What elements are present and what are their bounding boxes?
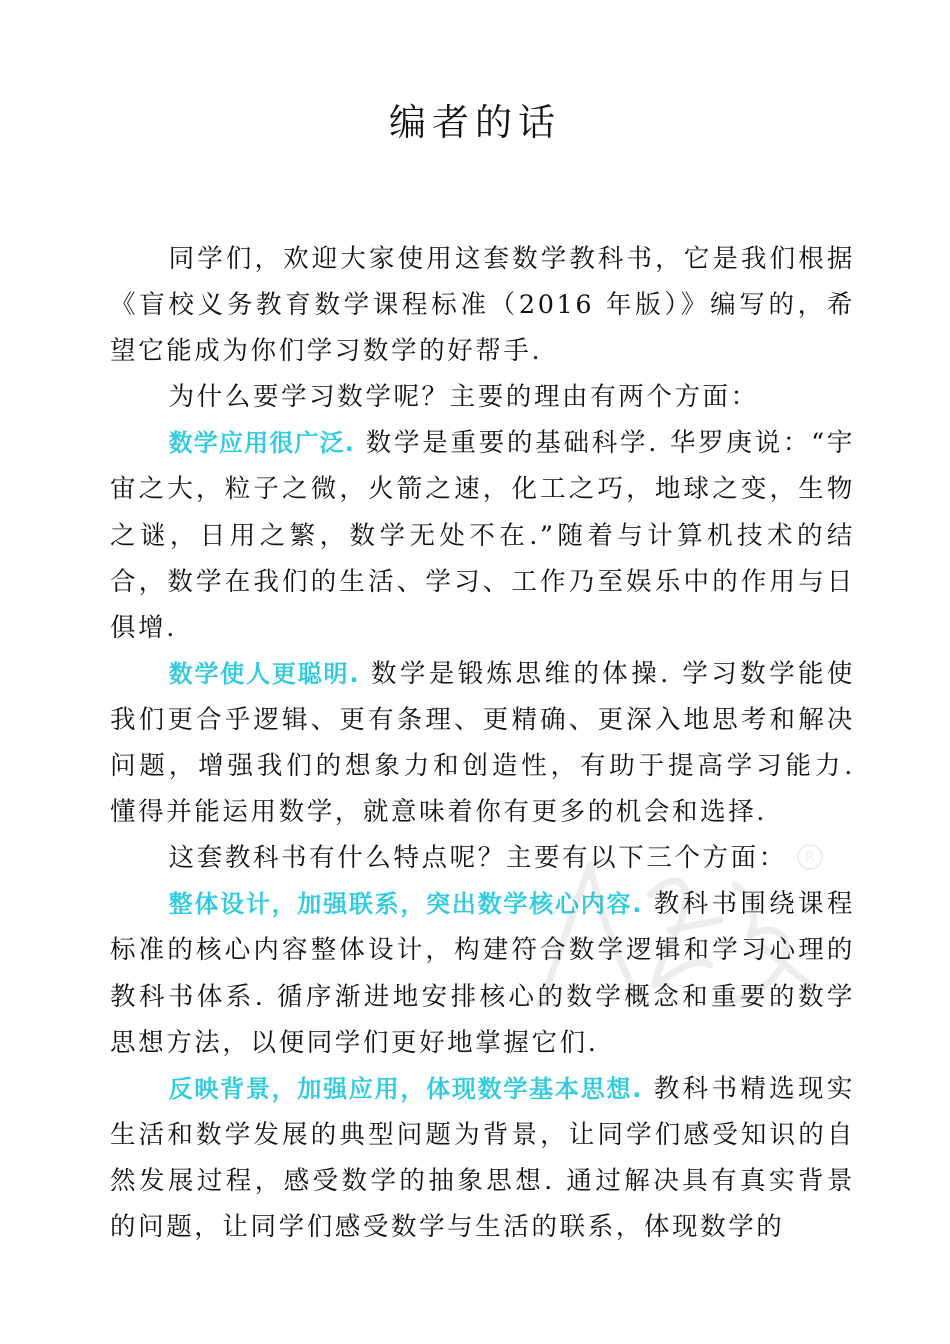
paragraph-6-text: 教科书围绕课程标准的核心内容整体设计，构建符合数学逻辑和学习心理的教科书体系. 循序渐进地安排核心的数学概念和重要的数学思想方法，以便同学们更好地掌握它们. <box>110 889 855 1058</box>
paragraph-4 <box>110 651 855 835</box>
paragraph-2 <box>110 374 855 420</box>
paragraph-4-text: 数学是锻炼思维的体操. 学习数学能使我们更合乎逻辑、更有条理、更精确、更深入地思考和解决问题，增强我们的想象力和创造性，有助于提高学习能力. 懂得并能运用数学，就意味着你有更多的机会和选择. <box>110 658 855 828</box>
paragraph-7 <box>110 1066 855 1250</box>
paragraph-7-text: 教科书精选现实生活和数学发展的典型问题为背景，让同学们感受知识的自然发展过程，感受数学的抽象思想. 通过解决具有真实背景的问题，让同学们感受数学与生活的联系，体现数学的 <box>110 1073 855 1242</box>
paragraph-5 <box>110 835 855 881</box>
paragraph-2-text: 为什么要学习数学呢？主要的理由有两个方面： <box>168 382 759 413</box>
body-text <box>110 236 855 1250</box>
paragraph-3 <box>110 420 855 650</box>
paragraph-7-highlight: 反映背景，加强应用，体现数学基本思想. <box>168 1074 643 1103</box>
page-title: 编者的话 <box>389 101 561 144</box>
svg-text:R: R <box>805 850 815 866</box>
paragraph-1 <box>110 236 855 374</box>
paragraph-6 <box>110 881 855 1065</box>
paragraph-3-highlight: 数学应用很广泛. <box>168 429 355 458</box>
paragraph-3-text: 数学是重要的基础科学. 华罗庚说：“宇宙之大，粒子之微，火箭之速，化工之巧，地球之变，生物之谜，日用之繁，数学无处不在.”随着与计算机技术的结合，数学在我们的生活、学习、工作乃至娱乐中的作用与日俱增. <box>110 428 855 643</box>
paragraph-5-text: 这套教科书有什么特点呢？主要有以下三个方面： <box>168 843 787 874</box>
paragraph-1-text: 同学们，欢迎大家使用这套数学教科书，它是我们根据《盲校义务教育数学课程标准（2016 年版）》编写的，希望它能成为你们学习数学的好帮手. <box>110 244 855 367</box>
paragraph-4-highlight: 数学使人更聪明. <box>168 659 360 688</box>
paragraph-6-highlight: 整体设计，加强联系，突出数学核心内容. <box>168 890 643 919</box>
